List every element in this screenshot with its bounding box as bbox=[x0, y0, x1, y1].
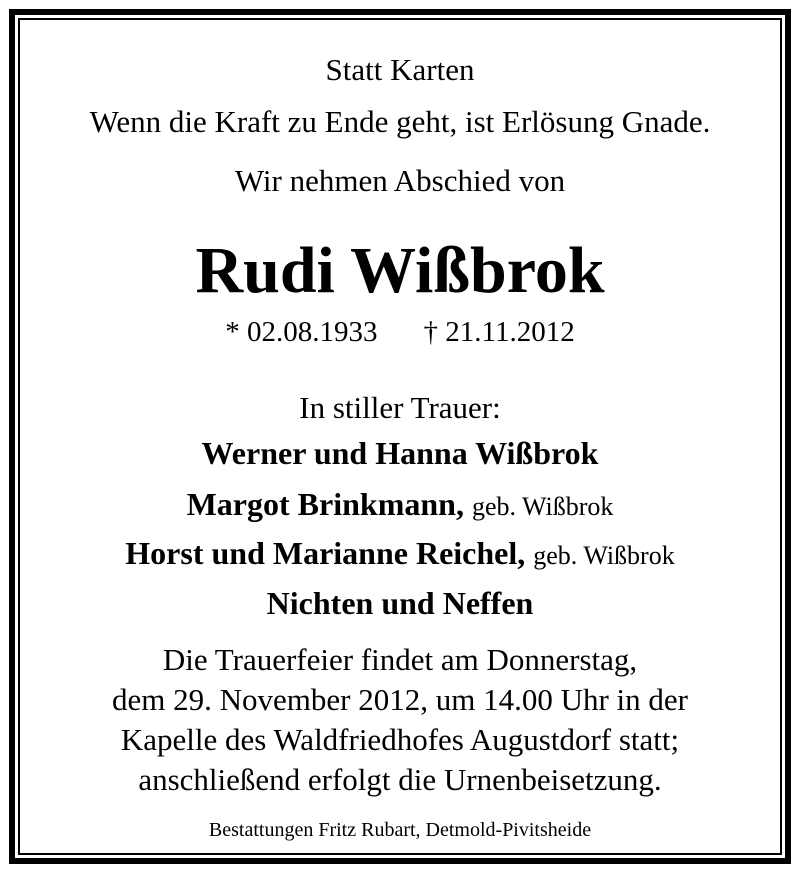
undertaker-credit: Bestattungen Fritz Rubart, Detmold-Pivitsheide bbox=[208, 819, 592, 841]
service-line: Kapelle des Waldfriedhofes Augustdorf statt; bbox=[120, 722, 680, 757]
mourner-name: Nichten und Neffen bbox=[266, 585, 534, 621]
service-line: Die Trauerfeier findet am Donnerstag, bbox=[162, 642, 638, 677]
mourner-line bbox=[20, 587, 780, 619]
birth-date: * 02.08.1933 bbox=[225, 316, 378, 348]
mourner-name: Margot Brinkmann, bbox=[186, 486, 464, 522]
notice-quote: Wenn die Kraft zu Ende geht, ist Erlösung Gnade. bbox=[89, 104, 711, 139]
mourner-note: geb. Wißbrok bbox=[533, 541, 675, 570]
mourner-line bbox=[20, 488, 780, 520]
farewell-line: Wir nehmen Abschied von bbox=[234, 163, 566, 198]
mourner-line bbox=[20, 437, 780, 469]
death-date: † 21.11.2012 bbox=[423, 316, 575, 348]
mourner-line bbox=[20, 537, 780, 569]
mourner-name: Horst und Marianne Reichel, bbox=[125, 535, 526, 571]
notice-heading: Statt Karten bbox=[325, 52, 475, 87]
service-line: anschließend erfolgt die Urnenbeisetzung. bbox=[138, 762, 662, 797]
service-line: dem 29. November 2012, um 14.00 Uhr in der bbox=[112, 682, 688, 717]
mourning-intro: In stiller Trauer: bbox=[299, 390, 501, 425]
life-dates bbox=[20, 318, 780, 347]
deceased-name: Rudi Wißbrok bbox=[195, 234, 605, 307]
mourner-note: geb. Wißbrok bbox=[471, 492, 614, 521]
mourner-name: Werner und Hanna Wißbrok bbox=[201, 435, 599, 471]
